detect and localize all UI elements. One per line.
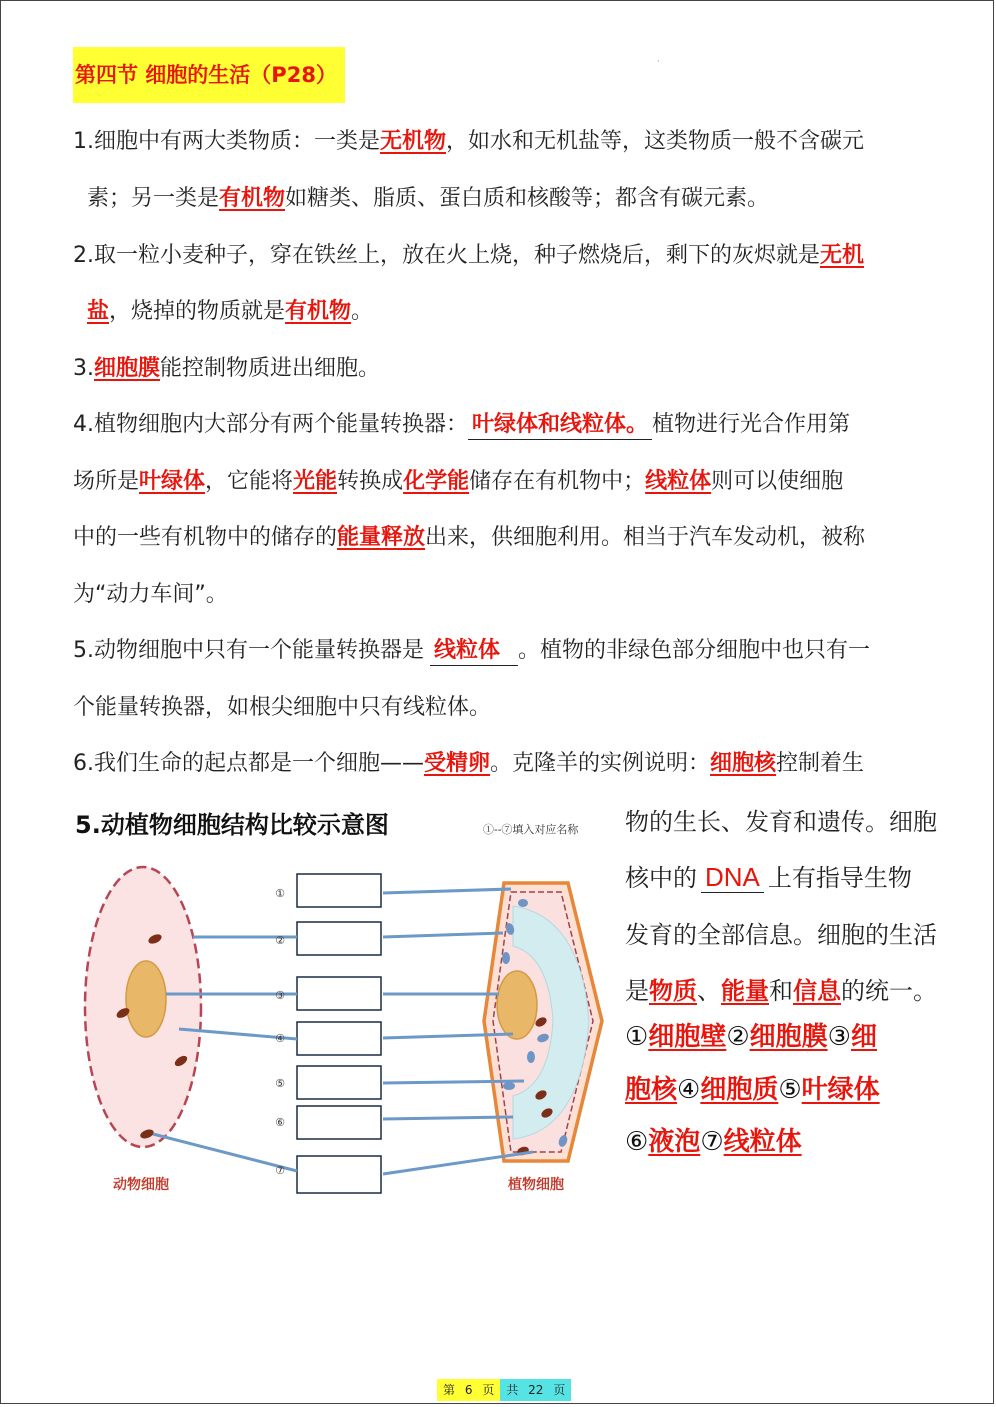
section-title: 第四节 细胞的生活（P28） xyxy=(73,47,345,103)
pointer-line xyxy=(383,1117,513,1119)
answer: 细胞壁 xyxy=(648,1022,727,1052)
label-box-1 xyxy=(297,874,381,907)
number-label: ④ xyxy=(275,1032,285,1045)
keyword: 信息 xyxy=(793,977,841,1005)
diagram-heading: 5.动植物细胞结构比较示意图 xyxy=(75,811,389,839)
keyword: 细胞膜 xyxy=(94,356,161,381)
para-4-line-3: 中的一些有机物中的储存的能量释放出来，供细胞利用。相当于汽车发动机，被称 xyxy=(73,525,866,550)
keyword: 化学能 xyxy=(403,469,470,494)
keyword: 线粒体 xyxy=(434,638,501,663)
right-text-line-2: 核中的 DNA 上有指导生物 xyxy=(625,862,912,892)
keyword: 能量释放 xyxy=(337,525,426,550)
label-box-2 xyxy=(297,922,381,955)
label-box-7 xyxy=(297,1156,381,1193)
answer: 线粒体 xyxy=(723,1127,802,1157)
keyword: 有机物 xyxy=(219,186,286,211)
para-4-line-1: 4.植物细胞内大部分有两个能量转换器： 叶绿体和线粒体。 植物进行光合作用第 xyxy=(73,410,850,440)
label-box-4 xyxy=(297,1022,381,1055)
right-text-line-1: 物的生长、发育和遗传。细胞 xyxy=(625,808,937,836)
answers-line-2: 胞核④细胞质⑤叶绿体 xyxy=(625,1075,880,1105)
right-text-line-4: 是物质、能量和信息的统一。 xyxy=(625,977,937,1005)
keyword: 叶绿体 xyxy=(139,469,206,494)
pointer-line xyxy=(383,1081,524,1083)
keyword: 盐 xyxy=(87,299,110,324)
keyword: 线粒体 xyxy=(645,469,712,494)
keyword: 无机 xyxy=(820,243,865,268)
page-current: 第 6 页 xyxy=(437,1379,500,1401)
keyword: 光能 xyxy=(293,469,338,494)
answer: 胞核 xyxy=(625,1075,678,1105)
keyword: 有机物 xyxy=(285,299,352,324)
animal-cell-label: 动物细胞 xyxy=(113,1177,169,1193)
label-box-3 xyxy=(297,977,381,1010)
pointer-line xyxy=(383,889,511,893)
label-box-6 xyxy=(297,1106,381,1139)
answer: 细胞膜 xyxy=(749,1022,828,1052)
keyword: 受精卵 xyxy=(424,751,491,776)
page-footer xyxy=(437,1379,571,1401)
answer: 细 xyxy=(850,1022,877,1052)
right-text-line-3: 发育的全部信息。细胞的生活 xyxy=(625,921,937,949)
keyword: 叶绿体和线粒体。 xyxy=(472,412,649,437)
para-2-line-2: 盐，烧掉的物质就是有机物。 xyxy=(87,299,374,324)
para-4-line-4: 为“动力车间”。 xyxy=(73,582,228,607)
number-label: ⑤ xyxy=(275,1077,285,1090)
number-label: ⑥ xyxy=(275,1116,285,1129)
answer: 液泡 xyxy=(648,1127,701,1157)
para-5-line-2: 个能量转换器，如根尖细胞中只有线粒体。 xyxy=(73,695,492,720)
dot-mark: · xyxy=(657,57,660,66)
chloroplast xyxy=(527,1051,535,1063)
keyword: 细胞核 xyxy=(710,751,777,776)
para-5-line-1: 5.动物细胞中只有一个能量转换器是 线粒体 。植物的非绿色部分细胞中也只有一 xyxy=(73,636,870,666)
chloroplast xyxy=(503,1082,515,1090)
keyword: 物质 xyxy=(649,977,697,1005)
cell-comparison-diagram xyxy=(1,1,996,1407)
para-1-line-2: 素；另一类是有机物如糖类、脂质、蛋白质和核酸等；都含有碳元素。 xyxy=(87,186,770,211)
chloroplast xyxy=(502,952,510,964)
para-4-line-2: 场所是叶绿体，它能将光能转换成化学能储存在有机物中；线粒体则可以使细胞 xyxy=(73,469,844,494)
keyword: DNA xyxy=(705,862,760,892)
number-label: ③ xyxy=(275,989,285,1002)
pointer-line xyxy=(383,933,503,937)
para-2-line-1: 2.取一粒小麦种子，穿在铁丝上，放在火上烧，种子燃烧后，剩下的灰烬就是无机 xyxy=(73,243,865,268)
answer: 细胞质 xyxy=(700,1075,779,1105)
fill-hint: ①--⑦填入对应名称 xyxy=(483,823,579,836)
answer: 叶绿体 xyxy=(801,1075,880,1105)
animal-cell-nucleus xyxy=(126,961,166,1037)
plant-cell-label: 植物细胞 xyxy=(508,1177,564,1193)
para-6-line-1: 6.我们生命的起点都是一个细胞——受精卵。克隆羊的实例说明：细胞核控制着生 xyxy=(73,751,865,776)
label-box-5 xyxy=(297,1066,381,1099)
answers-line-1: ①细胞壁②细胞膜③细 xyxy=(625,1022,877,1052)
para-1-line-1: 1.细胞中有两大类物质：一类是无机物，如水和无机盐等，这类物质一般不含碳元 xyxy=(73,129,865,154)
keyword: 能量 xyxy=(721,977,769,1005)
number-label: ② xyxy=(275,934,285,947)
pointer-line xyxy=(383,1152,533,1174)
page-total: 共 22 页 xyxy=(500,1379,571,1401)
chloroplast xyxy=(518,899,528,907)
plant-cell-nucleus xyxy=(497,971,537,1039)
keyword: 无机物 xyxy=(380,129,447,154)
number-label: ① xyxy=(275,887,285,900)
answers-line-3: ⑥液泡⑦线粒体 xyxy=(625,1127,802,1157)
para-3: 3.细胞膜能控制物质进出细胞。 xyxy=(73,356,381,381)
number-label: ⑦ xyxy=(275,1164,285,1177)
